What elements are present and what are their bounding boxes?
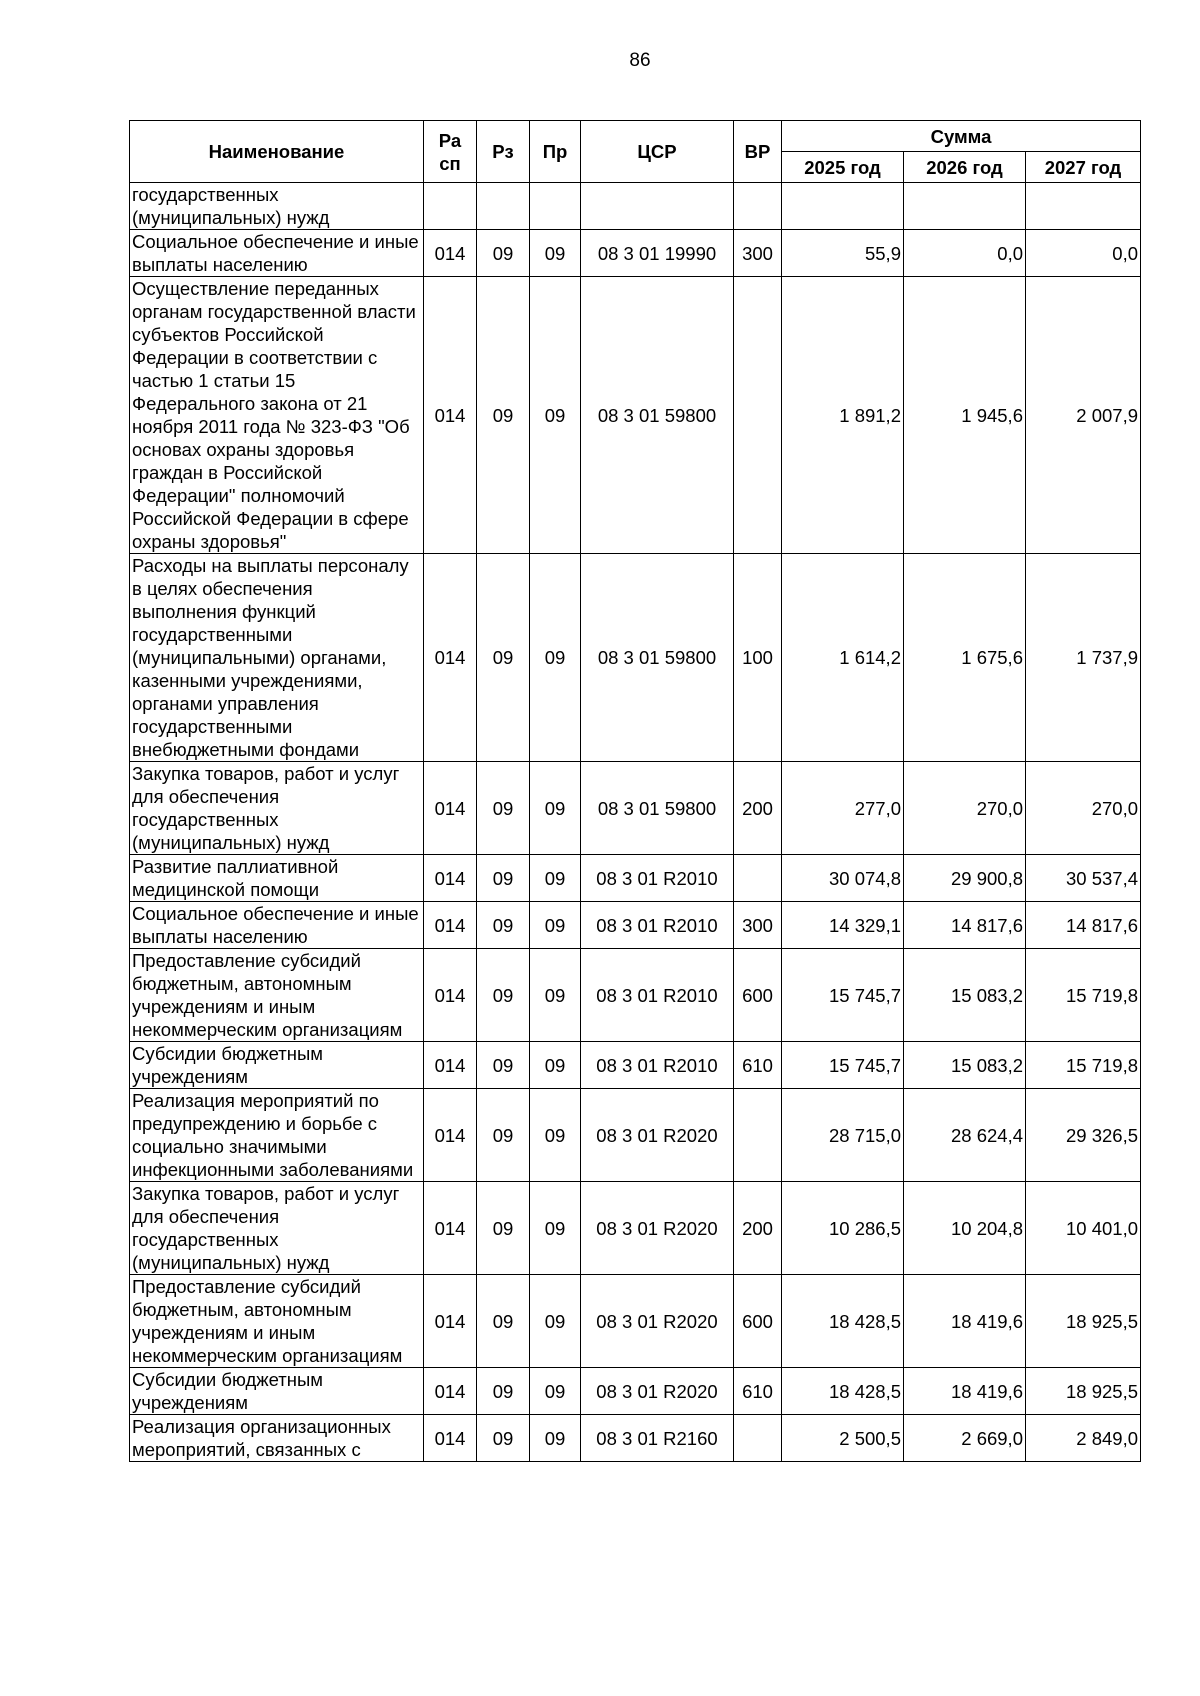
cell-pr: 09 xyxy=(530,1275,581,1368)
cell-2025 xyxy=(782,183,904,230)
cell-name: государственных (муниципальных) нужд xyxy=(130,183,424,230)
cell-name: Субсидии бюджетным учреждениям xyxy=(130,1042,424,1089)
cell-name: Социальное обеспечение и иные выплаты населению xyxy=(130,902,424,949)
cell-name: Развитие паллиативной медицинской помощи xyxy=(130,855,424,902)
cell-rz: 09 xyxy=(477,1089,530,1182)
cell-2025: 14 329,1 xyxy=(782,902,904,949)
cell-2027: 15 719,8 xyxy=(1026,1042,1141,1089)
cell-2025: 15 745,7 xyxy=(782,949,904,1042)
cell-name: Предоставление субсидий бюджетным, автономным учреждениям и иным некоммерческим организациям xyxy=(130,1275,424,1368)
cell-2027: 15 719,8 xyxy=(1026,949,1141,1042)
cell-2027 xyxy=(1026,183,1141,230)
cell-name: Реализация организационных мероприятий, связанных с xyxy=(130,1415,424,1462)
cell-name: Субсидии бюджетным учреждениям xyxy=(130,1368,424,1415)
cell-vr: 600 xyxy=(734,1275,782,1368)
cell-pr: 09 xyxy=(530,1042,581,1089)
cell-vr: 300 xyxy=(734,230,782,277)
cell-rz: 09 xyxy=(477,1368,530,1415)
cell-rasp: 014 xyxy=(424,1089,477,1182)
cell-2025: 18 428,5 xyxy=(782,1368,904,1415)
cell-rasp: 014 xyxy=(424,902,477,949)
cell-2025: 277,0 xyxy=(782,762,904,855)
cell-pr: 09 xyxy=(530,855,581,902)
cell-vr xyxy=(734,855,782,902)
cell-vr: 610 xyxy=(734,1368,782,1415)
cell-name: Закупка товаров, работ и услуг для обеспечения государственных (муниципальных) нужд xyxy=(130,1182,424,1275)
table-row xyxy=(130,855,1141,902)
cell-rasp: 014 xyxy=(424,1182,477,1275)
cell-rz: 09 xyxy=(477,277,530,554)
cell-rasp: 014 xyxy=(424,230,477,277)
cell-2026: 1 945,6 xyxy=(904,277,1026,554)
cell-name: Расходы на выплаты персоналу в целях обеспечения выполнения функций государственными (муниципальными) органами, казенными учреждениями, органами управления государственными внебюджетными фондами xyxy=(130,554,424,762)
cell-csr: 08 3 01 59800 xyxy=(581,554,734,762)
cell-2026: 29 900,8 xyxy=(904,855,1026,902)
cell-rz: 09 xyxy=(477,1182,530,1275)
cell-rasp: 014 xyxy=(424,855,477,902)
cell-2025: 1 614,2 xyxy=(782,554,904,762)
cell-pr: 09 xyxy=(530,1415,581,1462)
cell-2026: 28 624,4 xyxy=(904,1089,1026,1182)
cell-rz: 09 xyxy=(477,762,530,855)
cell-csr: 08 3 01 R2010 xyxy=(581,902,734,949)
cell-2026: 0,0 xyxy=(904,230,1026,277)
table-row xyxy=(130,1042,1141,1089)
cell-pr: 09 xyxy=(530,1089,581,1182)
cell-rz: 09 xyxy=(477,230,530,277)
cell-2027: 1 737,9 xyxy=(1026,554,1141,762)
header-name: Наименование xyxy=(130,121,424,183)
cell-2026: 18 419,6 xyxy=(904,1368,1026,1415)
cell-2027: 18 925,5 xyxy=(1026,1275,1141,1368)
cell-2027: 30 537,4 xyxy=(1026,855,1141,902)
cell-csr: 08 3 01 R2020 xyxy=(581,1182,734,1275)
cell-pr: 09 xyxy=(530,1182,581,1275)
table-row xyxy=(130,277,1141,554)
cell-pr: 09 xyxy=(530,277,581,554)
table-row xyxy=(130,949,1141,1042)
cell-2025: 15 745,7 xyxy=(782,1042,904,1089)
table-row xyxy=(130,762,1141,855)
cell-2026: 15 083,2 xyxy=(904,1042,1026,1089)
cell-csr: 08 3 01 R2020 xyxy=(581,1275,734,1368)
cell-2027: 0,0 xyxy=(1026,230,1141,277)
cell-2027: 14 817,6 xyxy=(1026,902,1141,949)
cell-rasp: 014 xyxy=(424,554,477,762)
cell-rasp: 014 xyxy=(424,1042,477,1089)
header-vr: ВР xyxy=(734,121,782,183)
table-row xyxy=(130,1415,1141,1462)
cell-rasp: 014 xyxy=(424,1275,477,1368)
cell-csr: 08 3 01 19990 xyxy=(581,230,734,277)
cell-name: Закупка товаров, работ и услуг для обеспечения государственных (муниципальных) нужд xyxy=(130,762,424,855)
cell-pr: 09 xyxy=(530,762,581,855)
cell-2026: 14 817,6 xyxy=(904,902,1026,949)
cell-2026: 10 204,8 xyxy=(904,1182,1026,1275)
cell-rz: 09 xyxy=(477,949,530,1042)
header-rasp: Ра сп xyxy=(424,121,477,183)
table-row xyxy=(130,1089,1141,1182)
cell-rasp: 014 xyxy=(424,1415,477,1462)
table-row xyxy=(130,183,1141,230)
header-pr: Пр xyxy=(530,121,581,183)
cell-vr: 200 xyxy=(734,1182,782,1275)
table-row xyxy=(130,902,1141,949)
cell-rz: 09 xyxy=(477,1415,530,1462)
cell-csr: 08 3 01 R2010 xyxy=(581,1042,734,1089)
cell-csr: 08 3 01 R2010 xyxy=(581,949,734,1042)
cell-2026: 2 669,0 xyxy=(904,1415,1026,1462)
cell-csr: 08 3 01 R2010 xyxy=(581,855,734,902)
cell-rasp: 014 xyxy=(424,949,477,1042)
header-2025: 2025 год xyxy=(782,152,904,183)
cell-vr: 200 xyxy=(734,762,782,855)
cell-vr xyxy=(734,183,782,230)
table-body xyxy=(130,183,1141,1462)
cell-name: Осуществление переданных органам государственной власти субъектов Российской Федерации в соответствии с частью 1 статьи 15 Федерального закона от 21 ноября 2011 года № 323-ФЗ "Об основах охраны здоровья граждан в Российской Федерации" полномочий Российской Федерации в сфере охраны здоровья" xyxy=(130,277,424,554)
header-rz: Рз xyxy=(477,121,530,183)
cell-2025: 10 286,5 xyxy=(782,1182,904,1275)
cell-2025: 2 500,5 xyxy=(782,1415,904,1462)
cell-2027: 2 849,0 xyxy=(1026,1415,1141,1462)
header-2026: 2026 год xyxy=(904,152,1026,183)
cell-rasp: 014 xyxy=(424,1368,477,1415)
budget-table xyxy=(129,120,1141,1462)
cell-2025: 1 891,2 xyxy=(782,277,904,554)
cell-rz: 09 xyxy=(477,1042,530,1089)
cell-csr: 08 3 01 59800 xyxy=(581,277,734,554)
cell-pr: 09 xyxy=(530,1368,581,1415)
cell-rz xyxy=(477,183,530,230)
cell-name: Социальное обеспечение и иные выплаты населению xyxy=(130,230,424,277)
header-sum: Сумма xyxy=(782,121,1141,152)
cell-csr: 08 3 01 59800 xyxy=(581,762,734,855)
cell-rasp: 014 xyxy=(424,277,477,554)
cell-rasp: 014 xyxy=(424,762,477,855)
cell-vr: 610 xyxy=(734,1042,782,1089)
cell-2026: 18 419,6 xyxy=(904,1275,1026,1368)
cell-vr xyxy=(734,277,782,554)
cell-csr: 08 3 01 R2020 xyxy=(581,1368,734,1415)
table-row xyxy=(130,1182,1141,1275)
cell-2025: 55,9 xyxy=(782,230,904,277)
page-number: 86 xyxy=(629,50,651,71)
cell-2027: 270,0 xyxy=(1026,762,1141,855)
cell-rz: 09 xyxy=(477,902,530,949)
cell-2027: 2 007,9 xyxy=(1026,277,1141,554)
cell-rz: 09 xyxy=(477,1275,530,1368)
cell-2027: 18 925,5 xyxy=(1026,1368,1141,1415)
table-row xyxy=(130,554,1141,762)
cell-2026 xyxy=(904,183,1026,230)
cell-rasp xyxy=(424,183,477,230)
table-row xyxy=(130,1275,1141,1368)
header-2027: 2027 год xyxy=(1026,152,1141,183)
cell-vr: 600 xyxy=(734,949,782,1042)
header-csr: ЦСР xyxy=(581,121,734,183)
cell-2025: 30 074,8 xyxy=(782,855,904,902)
cell-csr: 08 3 01 R2160 xyxy=(581,1415,734,1462)
cell-pr: 09 xyxy=(530,554,581,762)
cell-vr xyxy=(734,1415,782,1462)
cell-rz: 09 xyxy=(477,855,530,902)
cell-vr xyxy=(734,1089,782,1182)
cell-2026: 1 675,6 xyxy=(904,554,1026,762)
table-row xyxy=(130,230,1141,277)
cell-csr: 08 3 01 R2020 xyxy=(581,1089,734,1182)
cell-2025: 18 428,5 xyxy=(782,1275,904,1368)
cell-2026: 15 083,2 xyxy=(904,949,1026,1042)
cell-2025: 28 715,0 xyxy=(782,1089,904,1182)
cell-pr xyxy=(530,183,581,230)
cell-vr: 300 xyxy=(734,902,782,949)
cell-name: Предоставление субсидий бюджетным, автономным учреждениям и иным некоммерческим организациям xyxy=(130,949,424,1042)
cell-vr: 100 xyxy=(734,554,782,762)
cell-pr: 09 xyxy=(530,902,581,949)
cell-name: Реализация мероприятий по предупреждению и борьбе с социально значимыми инфекционными заболеваниями xyxy=(130,1089,424,1182)
cell-pr: 09 xyxy=(530,230,581,277)
cell-rz: 09 xyxy=(477,554,530,762)
table-row xyxy=(130,1368,1141,1415)
cell-2026: 270,0 xyxy=(904,762,1026,855)
cell-2027: 10 401,0 xyxy=(1026,1182,1141,1275)
cell-2027: 29 326,5 xyxy=(1026,1089,1141,1182)
table-header xyxy=(130,121,1141,183)
cell-csr xyxy=(581,183,734,230)
cell-pr: 09 xyxy=(530,949,581,1042)
